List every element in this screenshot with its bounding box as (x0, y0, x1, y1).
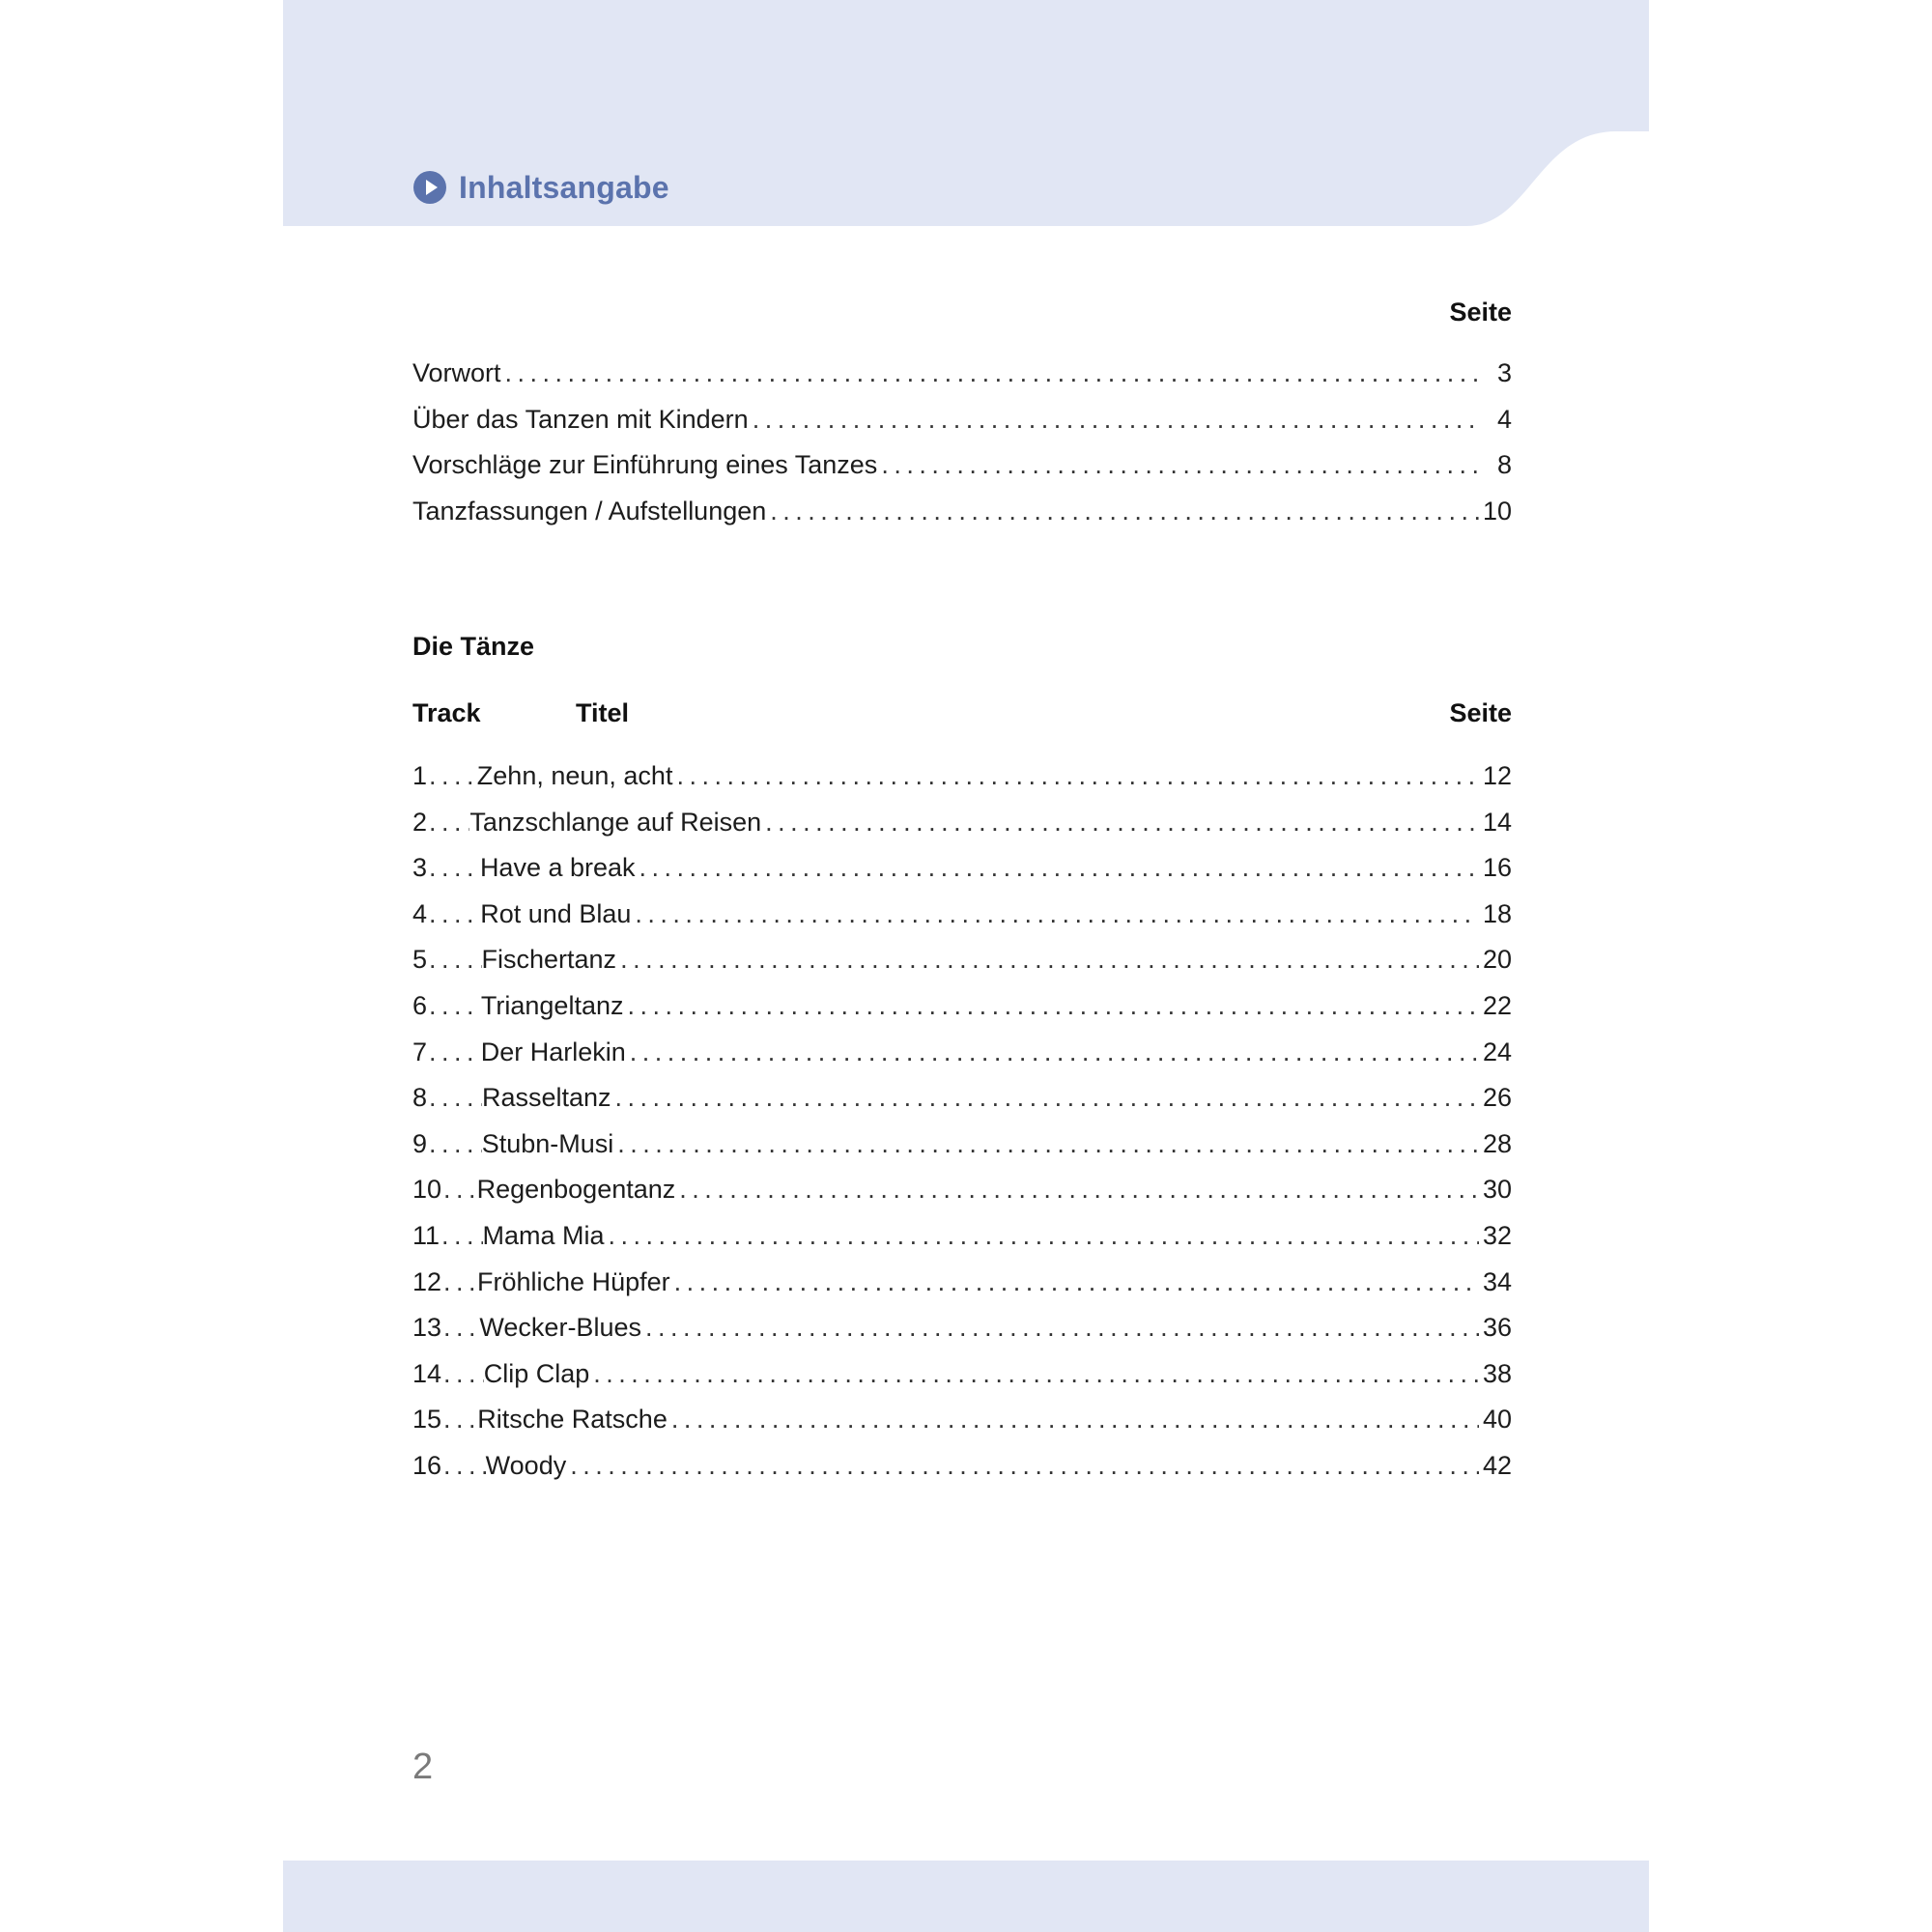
track-cell (412, 761, 477, 791)
dance-title: Rasseltanz (481, 1083, 611, 1113)
track-number: 4 (412, 898, 428, 928)
track-cell (412, 945, 482, 975)
dance-title: Rot und Blau (480, 898, 632, 928)
dance-entry[interactable] (412, 761, 1512, 808)
dance-entry[interactable] (412, 991, 1512, 1037)
toc-entry[interactable] (412, 497, 1512, 543)
dot-leader (429, 808, 469, 838)
dot-leader (753, 405, 1479, 435)
track-number: 3 (412, 853, 428, 883)
toc-entry[interactable] (412, 358, 1512, 405)
toc-entry-page: 3 (1496, 358, 1512, 387)
track-cell (412, 1129, 482, 1159)
dance-entry[interactable] (412, 808, 1512, 854)
play-circle-icon (412, 170, 447, 205)
dot-leader (639, 853, 1479, 883)
dance-page: 36 (1482, 1313, 1512, 1343)
dot-leader (620, 945, 1479, 975)
toc-entry[interactable] (412, 450, 1512, 497)
dance-page: 14 (1482, 807, 1512, 837)
track-cell (412, 1175, 477, 1205)
dance-title: Regenbogentanz (476, 1175, 676, 1205)
section-title: Die Tänze (412, 632, 535, 661)
track-number: 9 (412, 1128, 428, 1158)
dance-page: 32 (1482, 1220, 1512, 1250)
dot-leader (443, 1267, 477, 1297)
dance-title: Fröhliche Hüpfer (477, 1266, 670, 1296)
dot-leader (429, 1129, 482, 1159)
track-cell (412, 1037, 481, 1067)
dance-entry[interactable] (412, 1083, 1512, 1129)
dot-leader (429, 899, 480, 929)
page-number: 2 (412, 1747, 434, 1787)
toc-entry-page: 10 (1482, 496, 1512, 526)
dot-leader (505, 358, 1479, 388)
page-column-header: Seite (1449, 698, 1512, 727)
track-number: 15 (412, 1405, 442, 1435)
dance-page: 30 (1482, 1175, 1512, 1205)
dance-entry[interactable] (412, 1037, 1512, 1084)
dot-leader (429, 945, 481, 975)
header-title (412, 166, 669, 209)
dance-page: 22 (1482, 990, 1512, 1020)
toc-entry-page: 4 (1496, 404, 1512, 434)
dance-title: Clip Clap (483, 1358, 590, 1388)
dance-title: Woody (485, 1450, 567, 1480)
dot-leader (429, 761, 477, 791)
dance-page: 12 (1482, 761, 1512, 790)
dance-entry[interactable] (412, 1129, 1512, 1176)
track-cell (412, 808, 469, 838)
dance-title: Zehn, neun, acht (476, 761, 673, 790)
track-number: 16 (412, 1450, 442, 1480)
toc-entry-title: Tanzfassungen / Aufstellungen (412, 496, 767, 526)
track-cell (412, 991, 481, 1021)
dance-title: Wecker-Blues (479, 1313, 641, 1343)
toc-entry[interactable] (412, 405, 1512, 451)
track-column-header: Track (412, 698, 481, 727)
track-number: 13 (412, 1313, 442, 1343)
dance-page: 18 (1482, 898, 1512, 928)
dance-page: 20 (1482, 945, 1512, 975)
dot-leader (674, 1267, 1479, 1297)
dot-leader (765, 808, 1479, 838)
track-number: 7 (412, 1037, 428, 1066)
dance-page: 34 (1482, 1266, 1512, 1296)
dance-page: 16 (1482, 853, 1512, 883)
track-cell (412, 1313, 479, 1343)
intro-toc-list (412, 358, 1512, 542)
track-cell (412, 1359, 484, 1389)
track-number: 14 (412, 1358, 442, 1388)
dance-title: Have a break (479, 853, 636, 883)
dance-entry[interactable] (412, 1221, 1512, 1267)
dot-leader (429, 1083, 482, 1113)
dot-leader (617, 1129, 1479, 1159)
dot-leader (593, 1359, 1479, 1389)
dance-page: 28 (1482, 1128, 1512, 1158)
track-number: 2 (412, 807, 428, 837)
document-page (283, 0, 1649, 1932)
dot-leader (443, 1313, 479, 1343)
dot-leader (615, 1083, 1479, 1113)
dot-leader (630, 1037, 1479, 1067)
page-title: Inhaltsangabe (459, 169, 669, 205)
dance-title: Ritsche Ratsche (477, 1405, 668, 1435)
track-cell (412, 899, 480, 929)
dance-entry[interactable] (412, 899, 1512, 946)
track-number: 5 (412, 945, 428, 975)
track-cell (412, 1451, 486, 1481)
dance-entry[interactable] (412, 1451, 1512, 1497)
dance-entry[interactable] (412, 853, 1512, 899)
dot-leader (881, 450, 1479, 480)
dot-leader (609, 1221, 1479, 1251)
dot-leader (570, 1451, 1479, 1481)
dance-toc-list (412, 761, 1512, 1497)
intro-page-column-header: Seite (1449, 298, 1512, 327)
dot-leader (429, 853, 480, 883)
dance-title: Triangeltanz (480, 990, 624, 1020)
dot-leader (645, 1313, 1479, 1343)
dot-leader (443, 1175, 477, 1205)
title-column-header: Titel (576, 698, 630, 727)
dance-entry[interactable] (412, 1175, 1512, 1221)
dance-page: 26 (1482, 1083, 1512, 1113)
toc-entry-page: 8 (1496, 450, 1512, 480)
track-cell (412, 853, 480, 883)
dot-leader (443, 1405, 477, 1435)
dance-page: 42 (1482, 1450, 1512, 1480)
track-number: 1 (412, 761, 428, 790)
dot-leader (429, 991, 481, 1021)
dance-page: 40 (1482, 1405, 1512, 1435)
dance-title: Mama Mia (482, 1220, 605, 1250)
dance-entry[interactable] (412, 1405, 1512, 1451)
track-number: 12 (412, 1266, 442, 1296)
dot-leader (429, 1037, 481, 1067)
dance-page: 24 (1482, 1037, 1512, 1066)
toc-entry-title: Vorwort (412, 358, 501, 387)
dot-leader (679, 1175, 1479, 1205)
dot-leader (443, 1451, 486, 1481)
track-cell (412, 1405, 477, 1435)
dot-leader (671, 1405, 1479, 1435)
track-number: 11 (412, 1220, 440, 1250)
dot-leader (441, 1221, 482, 1251)
dot-leader (635, 899, 1479, 929)
dance-page: 38 (1482, 1358, 1512, 1388)
dance-entry[interactable] (412, 1267, 1512, 1314)
dot-leader (676, 761, 1479, 791)
track-number: 6 (412, 990, 428, 1020)
track-cell (412, 1083, 482, 1113)
dance-title: Tanzschlange auf Reisen (469, 807, 762, 837)
dance-title: Stubn-Musi (481, 1128, 614, 1158)
dot-leader (443, 1359, 484, 1389)
dance-entry[interactable] (412, 945, 1512, 991)
track-number: 10 (412, 1175, 442, 1205)
dance-title: Der Harlekin (480, 1037, 626, 1066)
dot-leader (770, 497, 1479, 526)
dance-entry[interactable] (412, 1313, 1512, 1359)
dance-entry[interactable] (412, 1359, 1512, 1406)
footer-band (283, 1861, 1649, 1932)
dance-title: Fischertanz (481, 945, 617, 975)
track-cell (412, 1267, 477, 1297)
track-number: 8 (412, 1083, 428, 1113)
toc-entry-title: Vorschläge zur Einführung eines Tanzes (412, 450, 878, 480)
toc-entry-title: Über das Tanzen mit Kindern (412, 404, 749, 434)
track-cell (412, 1221, 483, 1251)
dot-leader (627, 991, 1478, 1021)
